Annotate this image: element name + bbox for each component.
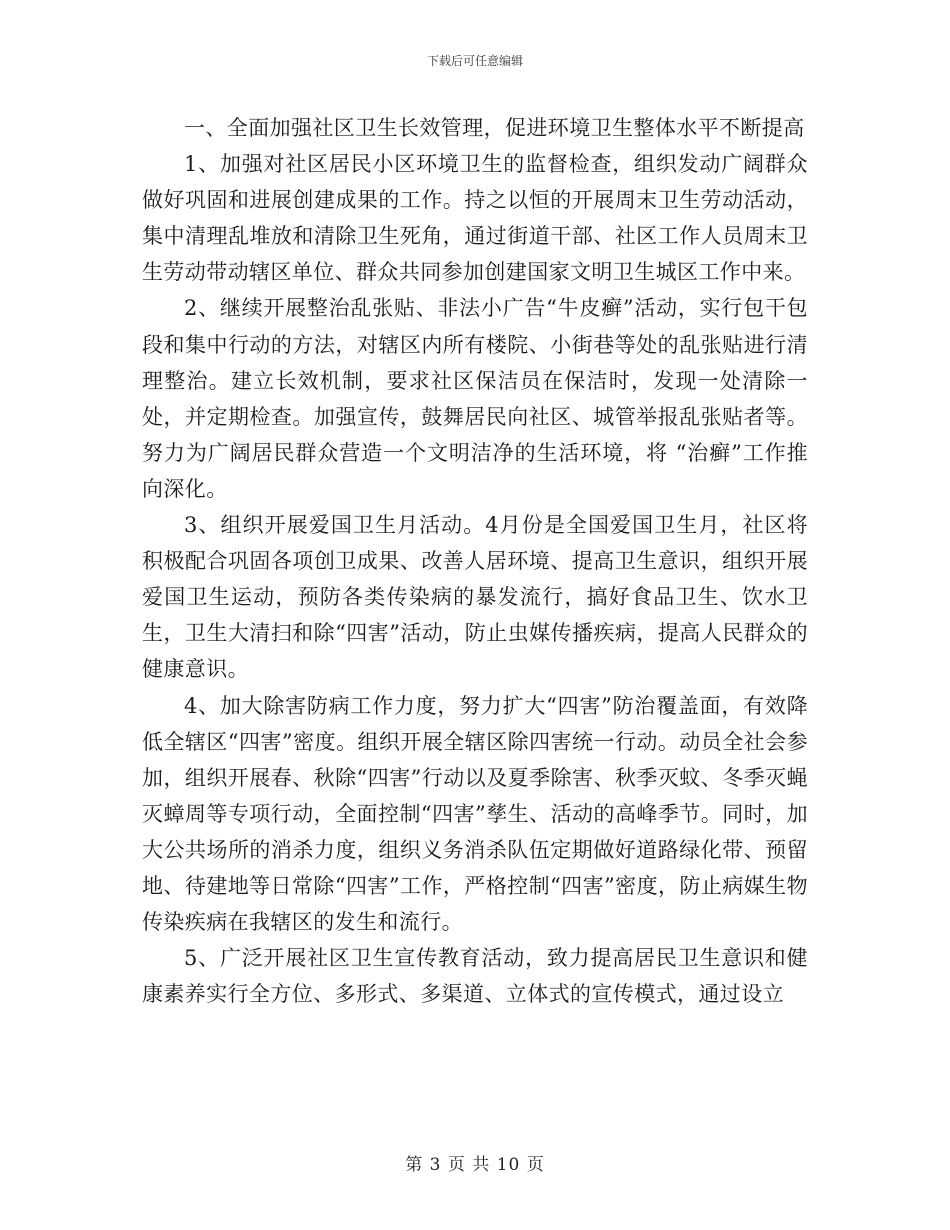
- document-body: [142, 110, 808, 1012]
- page-number: 第 3 页 共 10 页: [405, 1155, 545, 1175]
- paragraph-2: 2、继续开展整治乱张贴、非法小广告“牛皮癣”活动，实行包干包段和集中行动的方法，对辖区内所有楼院、小街巷等处的乱张贴进行清理整治。建立长效机制，要求社区保洁员在保洁时，发现一处清除一处，并定期检查。加强宣传，鼓舞居民向社区、城管举报乱张贴者等。努力为广阔居民群众营造一个文明洁净的生活环境，将 “治癣”工作推向深化。: [142, 296, 808, 501]
- page-header: 下载后可任意编辑: [426, 54, 523, 68]
- section-heading: 一、全面加强社区卫生长效管理，促进环境卫生整体水平不断提高: [184, 116, 805, 140]
- paragraph-5: 5、广泛开展社区卫生宣传教育活动，致力提高居民卫生意识和健康素养实行全方位、多形式、多渠道、立体式的宣传模式，通过设立: [142, 946, 808, 1007]
- paragraph-3: 3、组织开展爱国卫生月活动。4月份是全国爱国卫生月，社区将积极配合巩固各项创卫成果、改善人居环境、提高卫生意识，组织开展爱国卫生运动，预防各类传染病的暴发流行，搞好食品卫生、饮水卫生，卫生大清扫和除“四害”活动，防止虫媒传播疾病，提高人民群众的健康意识。: [142, 513, 808, 682]
- paragraph-4: 4、加大除害防病工作力度，努力扩大“四害”防治覆盖面，有效降低全辖区“四害”密度。组织开展全辖区除四害统一行动。动员全社会参加，组织开展春、秋除“四害”行动以及夏季除害、秋季灭蚊、冬季灭蝇灭蟑周等专项行动，全面控制“四害”孳生、活动的高峰季节。同时，加大公共场所的消杀力度，组织义务消杀队伍定期做好道路绿化带、预留地、待建地等日常除“四害”工作，严格控制“四害”密度，防止病媒生物传染疾病在我辖区的发生和流行。: [142, 693, 808, 935]
- paragraph-1: 1、加强对社区居民小区环境卫生的监督检查，组织发动广阔群众做好巩固和进展创建成果的工作。持之以恒的开展周末卫生劳动活动，集中清理乱堆放和清除卫生死角，通过街道干部、社区工作人员周末卫生劳动带动辖区单位、群众共同参加创建国家文明卫生城区工作中来。: [142, 152, 808, 285]
